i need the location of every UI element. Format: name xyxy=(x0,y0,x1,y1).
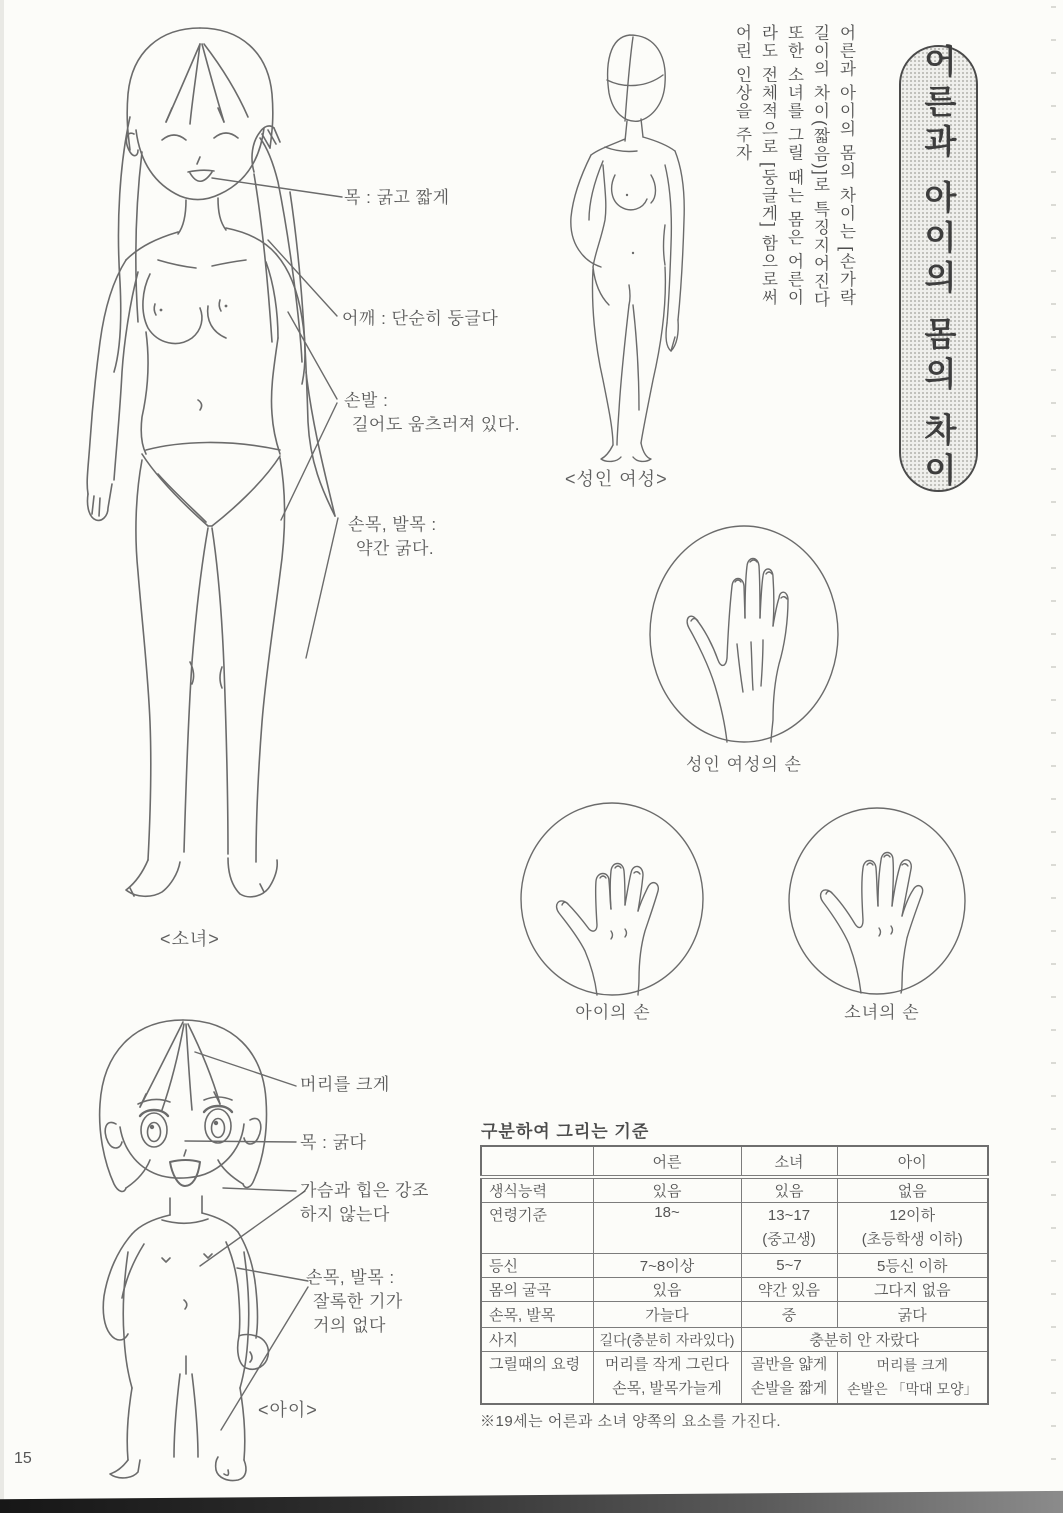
annotation-girl-neck: 목 : 굵고 짧게 xyxy=(344,188,450,207)
annotation-child-head: 머리를 크게 xyxy=(300,1075,390,1094)
adult-hand-caption: 성인 여성의 손 xyxy=(686,755,802,774)
annotation-girl-shoulder: 어깨 : 단순히 둥글다 xyxy=(342,309,499,328)
table-header-row xyxy=(481,1146,988,1177)
table-row: 그릴때의 요령 머리를 작게 그린다 손목, 발목가늘게 골반을 얇게 손발을 짧게 머리를 크게 손발은 「막대 모양」 xyxy=(481,1352,988,1404)
girl-figure-drawing xyxy=(50,22,340,937)
girl-hand-drawing xyxy=(787,806,968,996)
child-figure-label: <아이> xyxy=(258,1400,318,1420)
page-title: 어른과 아이의 몸의 차이 xyxy=(920,44,957,493)
annotation-child-chest: 가슴과 힙은 강조 하지 않는다 xyxy=(300,1181,429,1224)
intro-line: 또한 소녀를 그릴 때는 몸은 어른이 xyxy=(785,24,803,307)
comparison-table xyxy=(480,1145,989,1405)
adult-woman-croquis-drawing xyxy=(545,25,715,465)
table-row: 몸의 굴곡 있음 약간 있음 그다지 없음 xyxy=(481,1278,988,1302)
header-girl: 소녀 xyxy=(741,1146,837,1177)
intro-line: 길이의 차이(짧음)]로 특징지어진다 xyxy=(811,24,829,309)
table-row: 사지 길다(충분히 자라있다) 충분히 안 자랐다 xyxy=(481,1328,988,1352)
page-number: 15 xyxy=(14,1450,32,1467)
intro-vertical-paragraph xyxy=(727,24,859,389)
annotation-child-neck: 목 : 굵다 xyxy=(300,1133,367,1152)
table-row: 등신 7~8이상 5~7 5등신 이하 xyxy=(481,1254,988,1278)
girl-hand-caption: 소녀의 손 xyxy=(844,1003,920,1022)
annotation-girl-wrist: 손목, 발목 : 약간 굵다. xyxy=(348,515,437,558)
header-child: 아이 xyxy=(837,1146,988,1177)
table-row: 생식능력 있음 있음 없음 xyxy=(481,1177,988,1203)
intro-line: 어린 인상을 주자 xyxy=(733,24,751,163)
table-row: 손목, 발목 가늘다 중 굵다 xyxy=(481,1302,988,1328)
table-footnote: ※19세는 어른과 소녀 양쪽의 요소를 가진다. xyxy=(480,1413,782,1430)
table-row: 연령기준 18~ 13~17 (중고생) 12이하 (초등학생 이하) xyxy=(481,1203,988,1254)
intro-line: 라도 전체적으로 [둥글게] 함으로써 xyxy=(759,24,777,307)
header-adult: 어른 xyxy=(593,1146,741,1177)
page-title-capsule xyxy=(899,45,978,492)
adult-hand-drawing xyxy=(647,524,842,747)
annotation-child-wrist: 손목, 발목 : 잘록한 기가 거의 없다 xyxy=(306,1268,403,1335)
intro-line: 어른과 아이의 몸의 차이는 [손가락 xyxy=(837,24,855,307)
annotation-girl-limbs: 손발 : 길어도 움츠러져 있다. xyxy=(344,391,520,434)
table-title: 구분하여 그리는 기준 xyxy=(481,1122,650,1141)
girl-figure-label: <소녀> xyxy=(160,929,220,949)
header-empty xyxy=(481,1146,593,1177)
child-hand-caption: 아이의 손 xyxy=(575,1003,651,1022)
child-hand-drawing xyxy=(519,801,706,998)
adult-figure-label: <성인 여성> xyxy=(565,469,668,489)
